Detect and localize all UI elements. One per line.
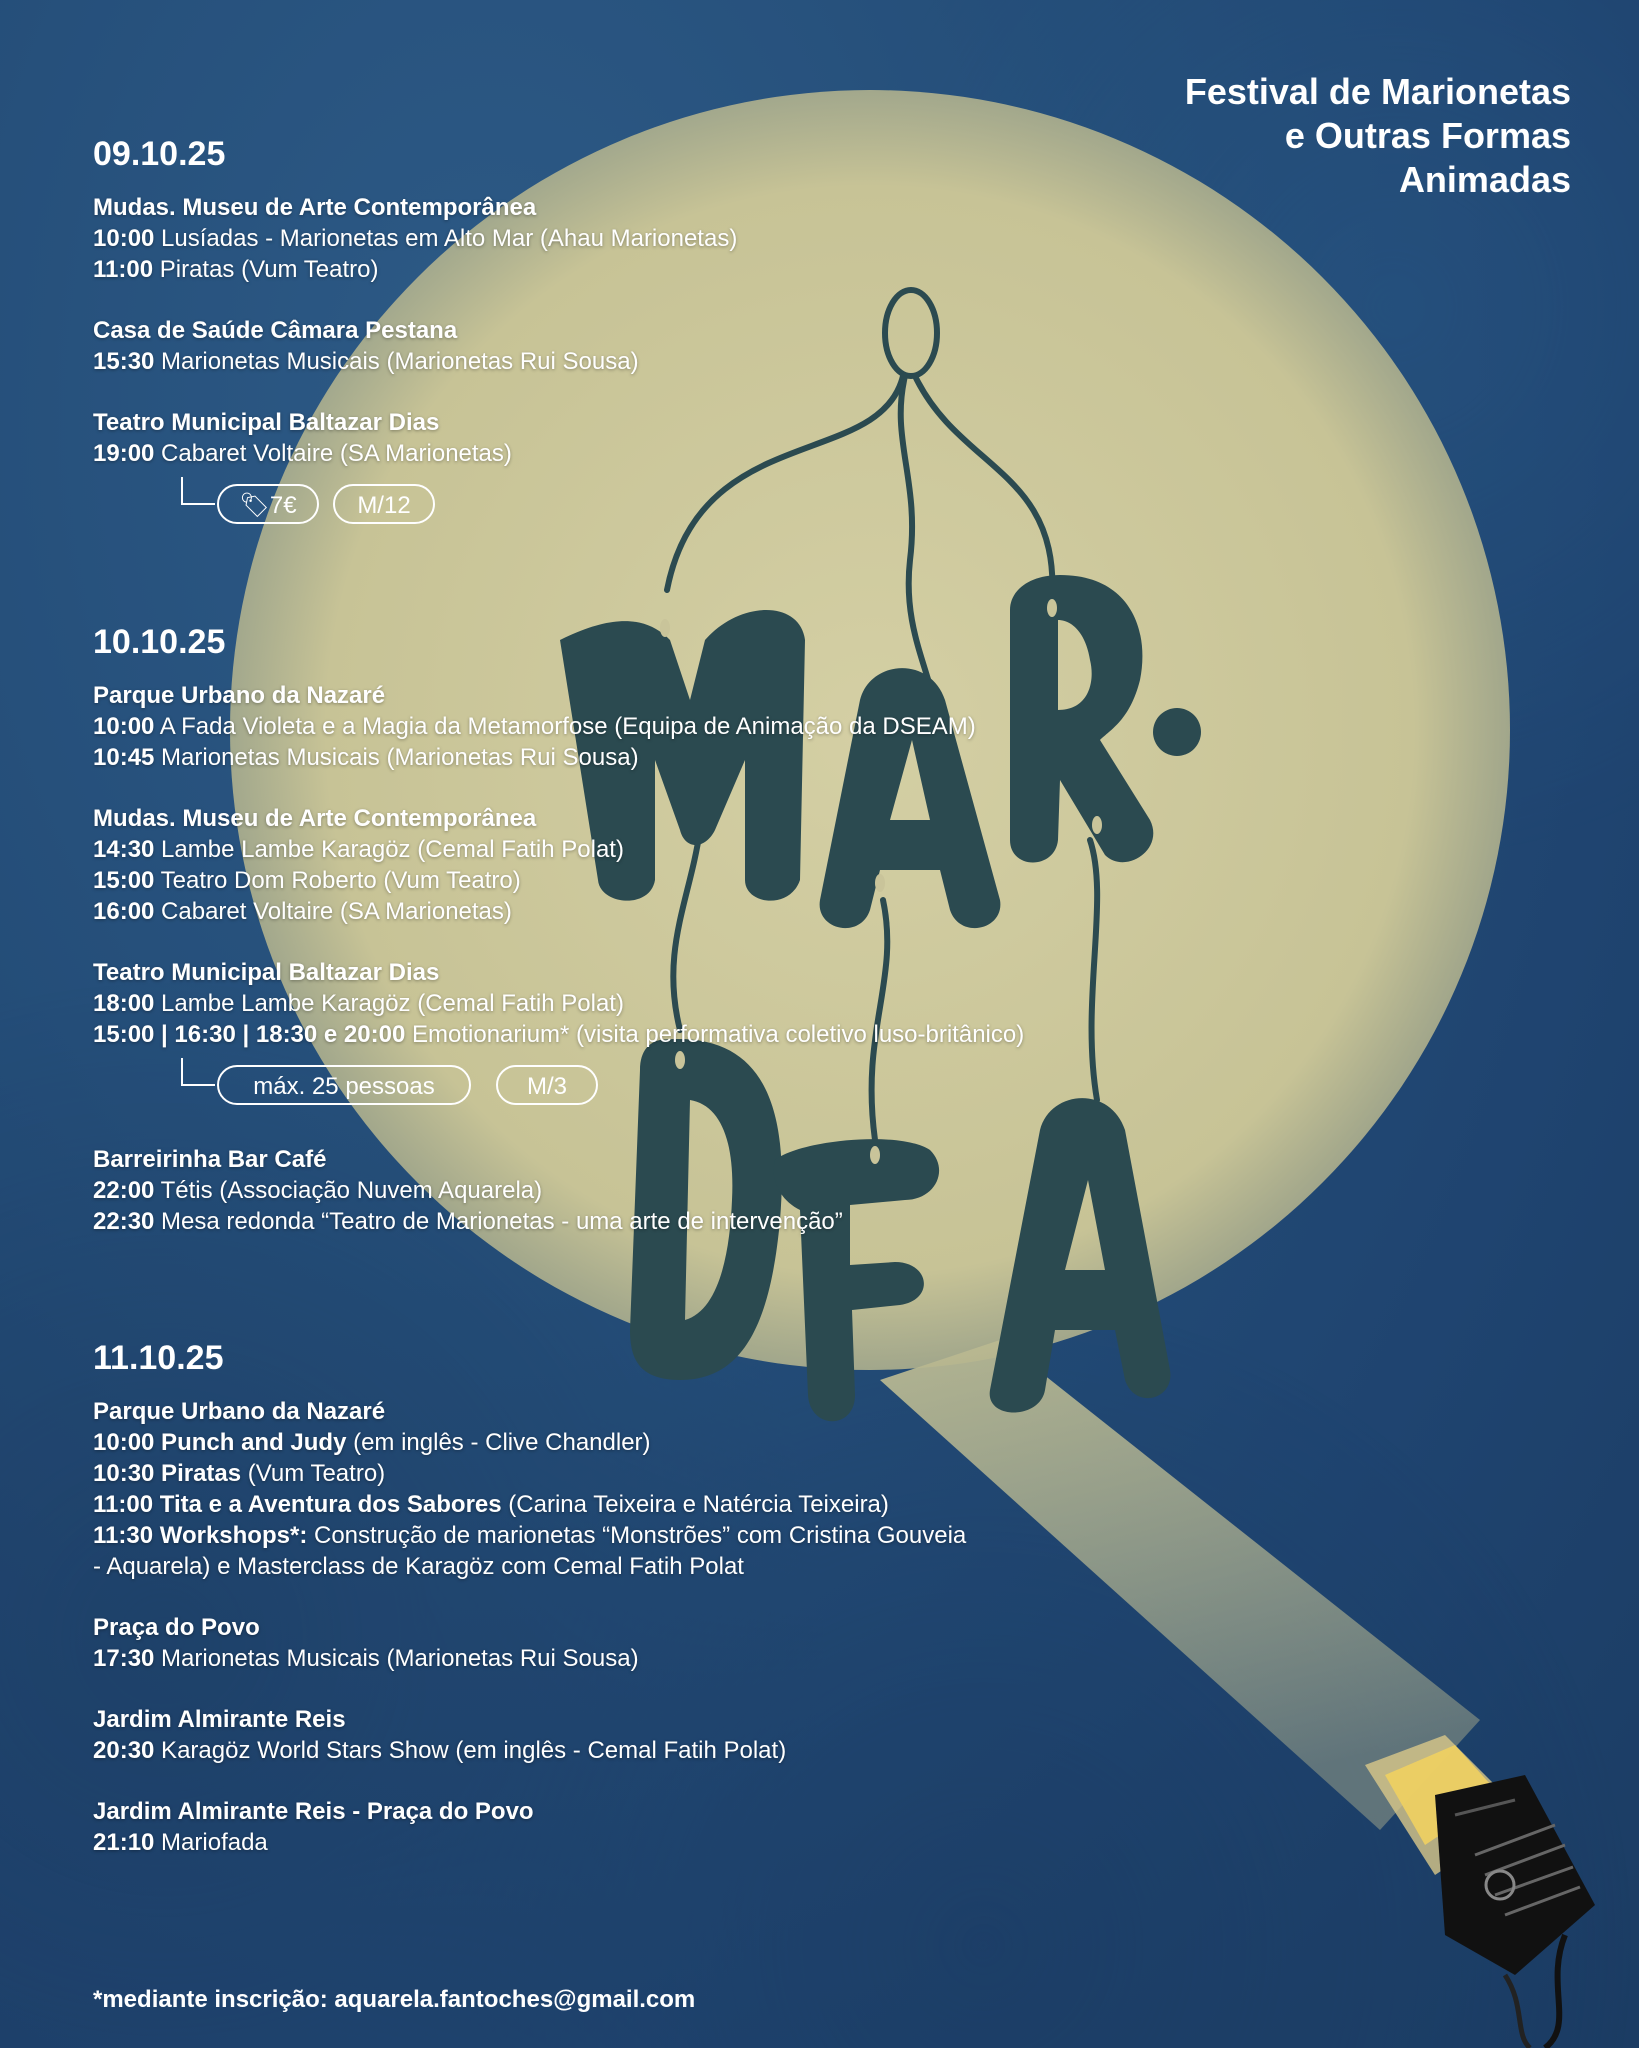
event-title: Lambe Lambe Karagöz (Cemal Fatih Polat) — [154, 836, 624, 863]
event-time: 11:00 — [93, 256, 154, 283]
event-time: 15:30 — [93, 348, 155, 375]
event-line — [93, 1427, 1293, 1458]
event-detail: - Aquarela) e Masterclass de Karagöz com Cemal Fatih Polat — [93, 1553, 744, 1580]
festival-title-line: Animadas — [1398, 159, 1571, 200]
event-time: 16:00 — [93, 898, 155, 925]
event-title: Tétis (Associação Nuvem Aquarela) — [154, 1177, 543, 1204]
event-time: 15:00 — [93, 867, 155, 894]
venue-block — [93, 1612, 1293, 1674]
event-time: 22:30 — [93, 1208, 155, 1235]
day-section — [93, 622, 1293, 1267]
festival-title-line: e Outras Formas — [1284, 115, 1571, 156]
event-time: 15:00 | 16:30 | 18:30 e 20:00 — [93, 1021, 406, 1048]
event-detail: (Carina Teixeira e Natércia Teixeira) — [501, 1491, 889, 1518]
age-rating-tag: M/3 — [496, 1065, 598, 1105]
event-time: 10:00 — [93, 1429, 155, 1456]
event-line — [93, 742, 1293, 773]
event-time: 10:00 — [93, 225, 155, 252]
event-title: Lambe Lambe Karagöz (Cemal Fatih Polat) — [154, 990, 624, 1017]
event-title: Marionetas Musicais (Marionetas Rui Sousa) — [154, 744, 639, 771]
event-time: 10:00 — [93, 713, 155, 740]
event-title: Lusíadas - Marionetas em Alto Mar (Ahau Marionetas) — [154, 225, 738, 252]
venue-name: Mudas. Museu de Arte Contemporânea — [93, 805, 537, 832]
event-title: Piratas — [154, 1460, 242, 1487]
tag-connector — [181, 477, 215, 505]
event-title: Teatro Dom Roberto (Vum Teatro) — [154, 867, 521, 894]
event-line — [93, 1520, 1293, 1551]
event-line — [93, 865, 1293, 896]
venue-block — [93, 680, 1293, 773]
event-time: 11:00 — [93, 1491, 154, 1518]
event-time: 10:45 — [93, 744, 155, 771]
event-line — [93, 438, 1293, 469]
venue-block — [93, 315, 1293, 377]
event-line — [93, 834, 1293, 865]
event-title: Emotionarium* (visita performativa coletivo luso-britânico) — [405, 1021, 1025, 1048]
ticket-icon: 🏷 — [239, 492, 270, 519]
venue-block — [93, 1796, 1293, 1858]
event-time: 14:30 — [93, 836, 155, 863]
event-line — [93, 1175, 1293, 1206]
event-title: Tita e a Aventura dos Sabores — [153, 1491, 502, 1518]
venue-name: Parque Urbano da Nazaré — [93, 682, 386, 709]
event-title: Karagöz World Stars Show (em inglês - Cemal Fatih Polat) — [154, 1737, 787, 1764]
venue-name: Praça do Povo — [93, 1614, 260, 1641]
event-line — [93, 988, 1293, 1019]
event-time: 17:30 — [93, 1645, 155, 1672]
event-title: Cabaret Voltaire (SA Marionetas) — [154, 898, 512, 925]
event-line — [93, 254, 1293, 285]
day-date: 11.10.25 — [93, 1339, 224, 1377]
event-tags — [93, 477, 1293, 533]
event-line — [93, 223, 1293, 254]
event-line — [93, 711, 1293, 742]
venue-name: Teatro Municipal Baltazar Dias — [93, 409, 440, 436]
event-line — [93, 1489, 1293, 1520]
event-time: 21:10 — [93, 1829, 155, 1856]
event-line — [93, 1643, 1293, 1674]
venue-block — [93, 1144, 1293, 1237]
venue-name: Mudas. Museu de Arte Contemporânea — [93, 194, 537, 221]
venue-name: Parque Urbano da Nazaré — [93, 1398, 386, 1425]
event-time: 11:30 — [93, 1522, 154, 1549]
event-line-continued — [93, 1551, 1293, 1582]
day-date: 09.10.25 — [93, 135, 226, 173]
venue-block — [93, 192, 1293, 285]
event-line — [93, 896, 1293, 927]
event-line — [93, 346, 1293, 377]
event-time: 19:00 — [93, 440, 155, 467]
event-title: Cabaret Voltaire (SA Marionetas) — [154, 440, 512, 467]
event-title: Punch and Judy — [154, 1429, 347, 1456]
festival-title-line: Festival de Marionetas — [1184, 71, 1571, 112]
day-section — [93, 134, 1293, 563]
venue-name: Barreirinha Bar Café — [93, 1146, 327, 1173]
price-tag — [217, 484, 319, 524]
event-title: Marionetas Musicais (Marionetas Rui Sousa) — [154, 1645, 639, 1672]
event-line — [93, 1206, 1293, 1237]
event-time: 10:30 — [93, 1460, 155, 1487]
venue-block — [93, 1704, 1293, 1766]
venue-block — [93, 1396, 1293, 1582]
event-title: Mesa redonda “Teatro de Marionetas - uma arte de intervenção” — [154, 1208, 843, 1235]
event-title: A Fada Violeta e a Magia da Metamorfose (Equipa de Animação da DSEAM) — [154, 713, 976, 740]
event-detail: (em inglês - Clive Chandler) — [346, 1429, 651, 1456]
registration-footnote: *mediante inscrição: aquarela.fantoches@gmail.com — [93, 1986, 696, 2013]
event-detail: Construção de marionetas “Monstrões” com Cristina Gouveia — [307, 1522, 967, 1549]
event-line — [93, 1019, 1293, 1050]
event-tags — [93, 1058, 1293, 1114]
event-title: Workshops*: — [153, 1522, 308, 1549]
age-rating-tag: M/12 — [333, 484, 435, 524]
venue-name: Teatro Municipal Baltazar Dias — [93, 959, 440, 986]
capacity-tag: máx. 25 pessoas — [217, 1065, 471, 1105]
event-title: Mariofada — [154, 1829, 268, 1856]
tag-connector — [181, 1058, 215, 1086]
spotlight-lamp-icon — [1325, 1735, 1639, 2048]
event-title: Marionetas Musicais (Marionetas Rui Sousa) — [154, 348, 639, 375]
event-line — [93, 1735, 1293, 1766]
venue-block — [93, 407, 1293, 533]
event-line — [93, 1827, 1293, 1858]
event-detail: (Vum Teatro) — [241, 1460, 386, 1487]
venue-block — [93, 957, 1293, 1114]
event-time: 18:00 — [93, 990, 155, 1017]
event-line — [93, 1458, 1293, 1489]
day-date: 10.10.25 — [93, 623, 226, 661]
event-title: Piratas (Vum Teatro) — [153, 256, 379, 283]
venue-name: Jardim Almirante Reis — [93, 1706, 346, 1733]
venue-name: Jardim Almirante Reis - Praça do Povo — [93, 1798, 534, 1825]
venue-name: Casa de Saúde Câmara Pestana — [93, 317, 458, 344]
event-time: 22:00 — [93, 1177, 155, 1204]
event-time: 20:30 — [93, 1737, 155, 1764]
venue-block — [93, 803, 1293, 927]
price-label: 7€ — [269, 492, 297, 519]
day-section — [93, 1338, 1293, 1888]
